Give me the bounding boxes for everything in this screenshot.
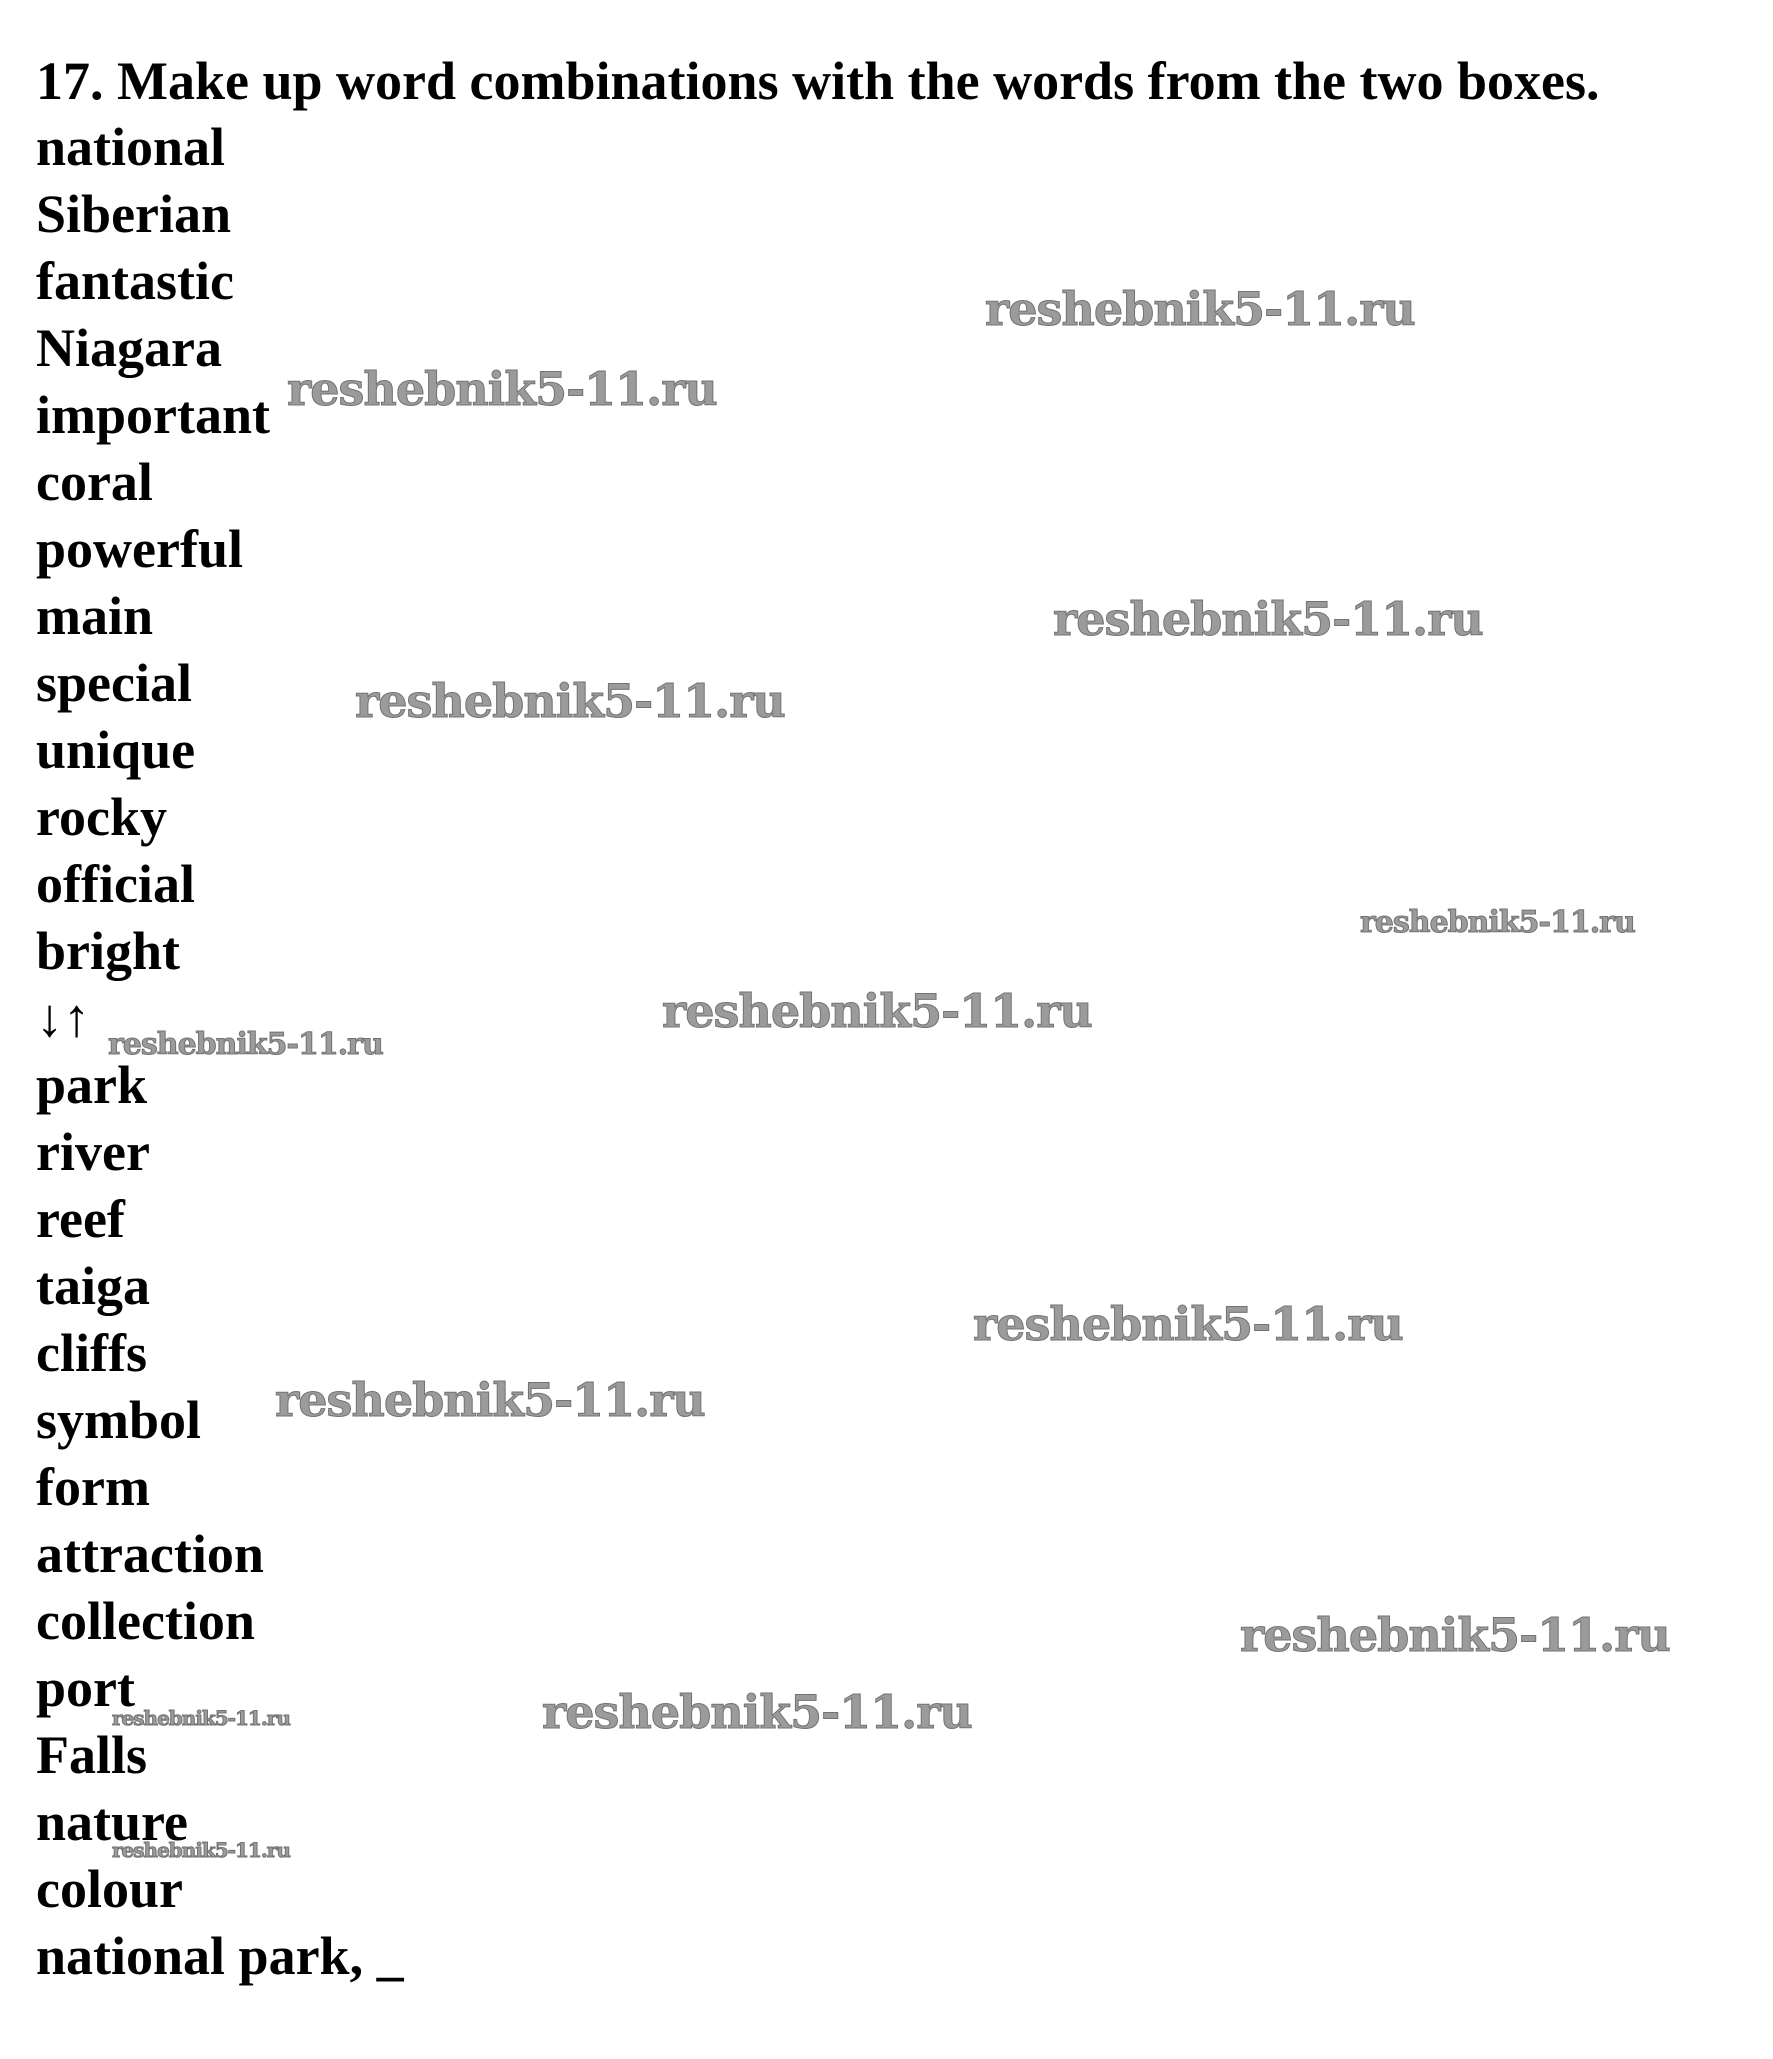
watermark-text: reshebnik5-11.ru: [1360, 905, 1635, 940]
box-two-word: nature: [36, 1792, 189, 1852]
box-two-word: symbol: [36, 1390, 202, 1450]
watermark-text: reshebnik5-11.ru: [112, 1706, 290, 1730]
box-one-word: national: [36, 117, 226, 177]
box-two-word: park: [36, 1055, 148, 1115]
box-one-word: important: [36, 385, 270, 445]
box-one-word: Siberian: [36, 184, 232, 244]
box-two-word: attraction: [36, 1524, 264, 1584]
watermark-text: reshebnik5-11.ru: [112, 1838, 290, 1862]
box-one-word: Niagara: [36, 318, 222, 378]
box-two-word: reef: [36, 1189, 125, 1249]
box-one-word: coral: [36, 452, 153, 512]
box-one-word: powerful: [36, 519, 243, 579]
box-one-list: [36, 114, 1736, 985]
watermark-text: reshebnik5-11.ru: [985, 282, 1415, 336]
box-one-word: official: [36, 854, 195, 914]
box-one-word: fantastic: [36, 251, 234, 311]
box-two-word: collection: [36, 1591, 255, 1651]
box-one-word: bright: [36, 921, 181, 981]
watermark-text: reshebnik5-11.ru: [662, 984, 1092, 1038]
box-two-word: form: [36, 1457, 150, 1517]
watermark-text: reshebnik5-11.ru: [973, 1297, 1403, 1351]
answer-line: national park, _: [36, 1926, 404, 1986]
box-two-word: river: [36, 1122, 150, 1182]
watermark-text: reshebnik5-11.ru: [108, 1027, 383, 1062]
watermark-text: reshebnik5-11.ru: [1240, 1608, 1670, 1662]
box-two-word: Falls: [36, 1725, 148, 1785]
watermark-text: reshebnik5-11.ru: [1053, 592, 1483, 646]
box-one-word: rocky: [36, 787, 167, 847]
box-two-word: port: [36, 1658, 135, 1718]
box-one-word: main: [36, 586, 154, 646]
watermark-text: reshebnik5-11.ru: [287, 362, 717, 416]
box-one-word: special: [36, 653, 192, 713]
watermark-text: reshebnik5-11.ru: [275, 1373, 705, 1427]
arrows-separator: ↓↑: [36, 988, 90, 1048]
box-two-word: cliffs: [36, 1323, 147, 1383]
watermark-text: reshebnik5-11.ru: [355, 674, 785, 728]
box-two-list: [36, 1052, 1736, 1923]
exercise-title: 17. Make up word combinations with the words from the two boxes.: [36, 51, 1600, 111]
watermark-text: reshebnik5-11.ru: [542, 1685, 972, 1739]
box-one-word: unique: [36, 720, 196, 780]
box-two-word: taiga: [36, 1256, 150, 1316]
box-two-word: colour: [36, 1859, 183, 1919]
